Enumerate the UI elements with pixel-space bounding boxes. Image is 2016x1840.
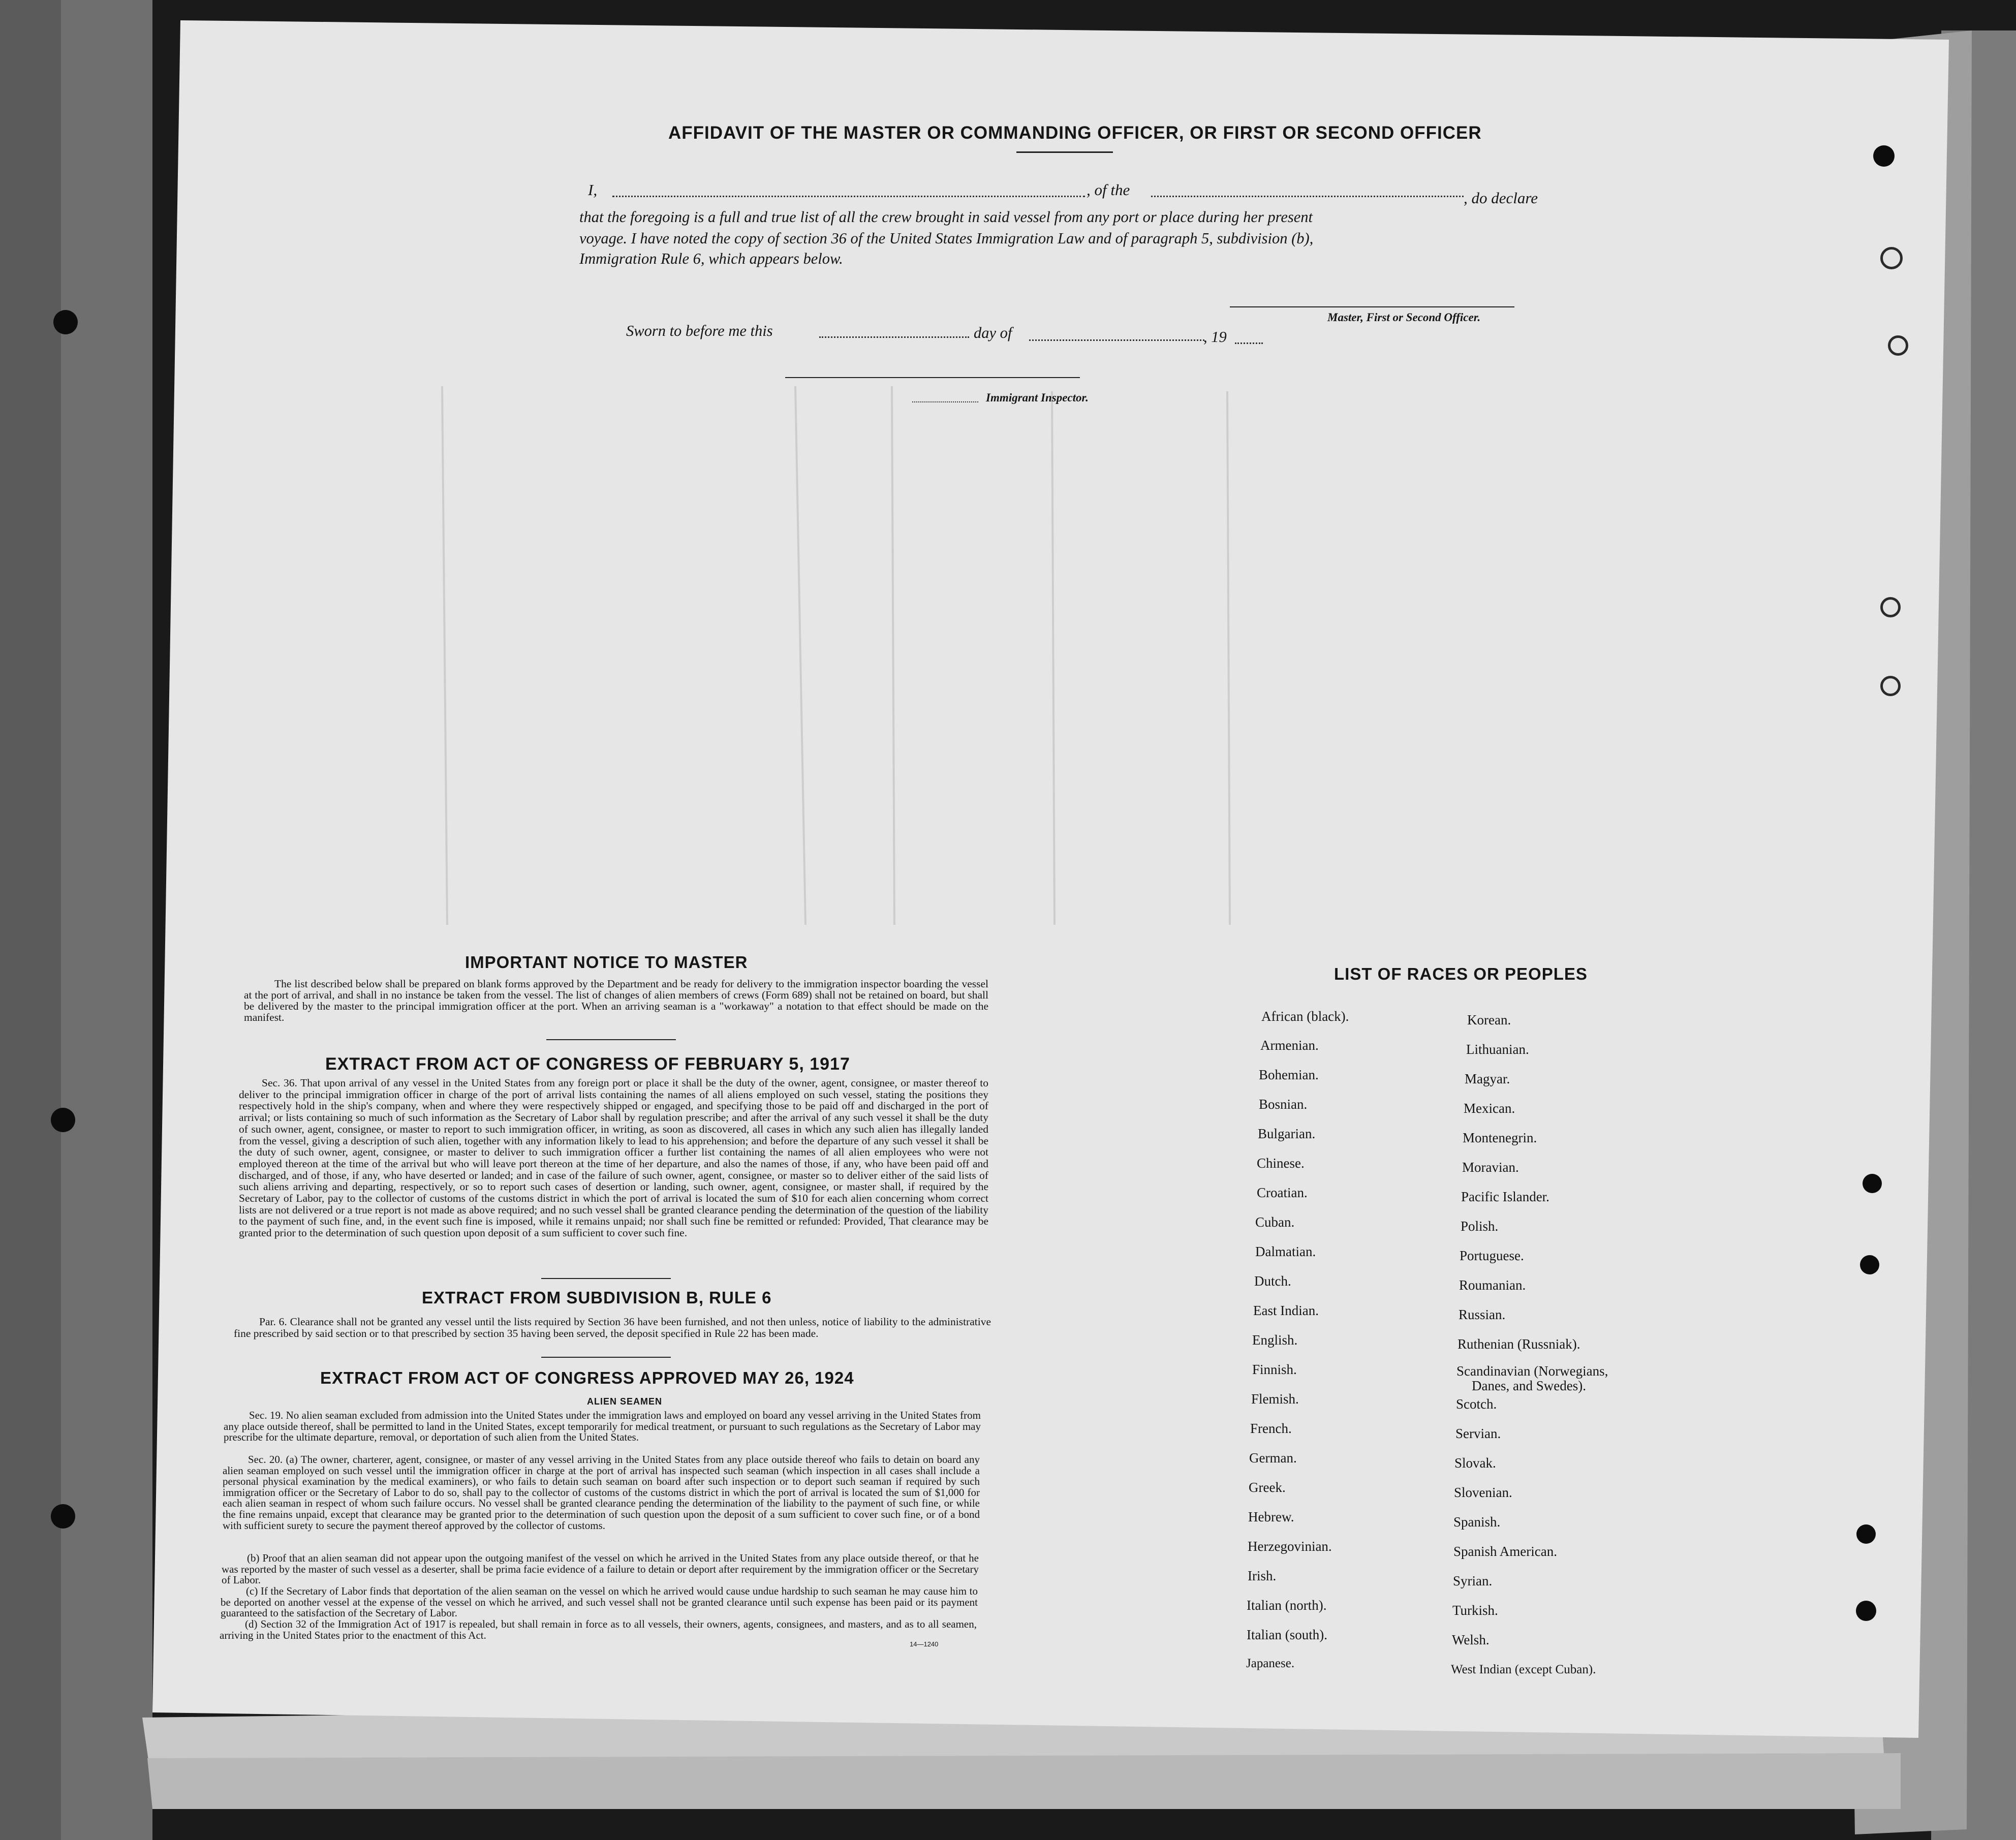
extract-1924-sec20d: (d) Section 32 of the Immigration Act of 1917 is repealed, but shall remain in force as to all vessels, their owners, agents, consignees, and masters, and as to all seamen, arriving in the United States prior to the enactment of this Act. (220, 1618, 977, 1641)
race-item: Cuban. (1255, 1214, 1295, 1230)
sworn-year-field[interactable] (1235, 342, 1263, 344)
affidavit-line-4: Immigration Rule 6, which appears below. (579, 250, 843, 267)
affidavit-i-label: I, (588, 181, 598, 199)
race-item: Italian (north). (1247, 1598, 1327, 1613)
race-item: Slovenian. (1454, 1485, 1512, 1500)
race-item: Finnish. (1252, 1362, 1297, 1377)
affidavit-title-rule (1016, 151, 1113, 153)
race-item: Italian (south). (1247, 1627, 1327, 1642)
race-item: Bosnian. (1259, 1097, 1308, 1112)
affidavit-line-3: voyage. I have noted the copy of section 36 of the United States Immigration Law and of paragraph 5, subdivision (b), (579, 230, 1314, 247)
race-item: Moravian. (1462, 1160, 1519, 1175)
race-item: French. (1250, 1421, 1292, 1436)
affidavit-do-declare: , do declare (1464, 189, 1538, 207)
race-item: Herzegovinian. (1248, 1539, 1332, 1554)
inspector-caption: Immigrant Inspector. (986, 391, 1089, 404)
race-item: Montenegrin. (1463, 1130, 1537, 1145)
race-item: Portuguese. (1460, 1248, 1524, 1263)
extract-1917-body: Sec. 36. That upon arrival of any vessel in the United States from any foreign port or place it shall be the duty of the owner, agent, consignee, or master thereof to deliver to the principal immigration officer in charge of the port of arrival lists containing the names of all aliens employed on such vessel, stating the positions they respectively hold in the ship's company, when and where they were respectively shipped or engaged, and specifying those to be paid off and discharged in the port of arrival; or lists containing so much of such information as the Secretary of Labor shall by regulation prescribe; and after the arrival of any such vessel it shall be the duty of such owner, agent, consignee, or master to report to such immigration officer, in writing, as soon as discovered, all cases in which any such alien has illegally landed from the vessel, giving a description of such alien, together with any information likely to lead to his apprehension; and before the departure of any such vessel it shall be the duty of such owner, agent, consignee, or master to deliver to such immigration officer a further list containing the names of all alien employees who were not employed thereon at the time of the arrival but who will leave port thereon at the time of her departure, and also the names of those, if any, who have been paid off and discharged, and of those, if any, who have deserted or landed; and in case of the failure of such owner, agent, consignee, or master so to deliver either of the said lists of such aliens arriving and departing, respectively, or so to report such cases of desertion or landing, such owner, agent, consignee, or master shall, if required by the Secretary of Labor, pay to the collector of customs of the customs district in which the port of arrival is located the sum of $10 for each alien concerning whom correct lists are not delivered or a true report is not made as above required; and no such vessel shall be granted clearance pending the determination of the question of the liability to the payment of such fine, and, in the event such fine is imposed, while it remains unpaid; nor shall such fine be remitted or refunded: Provided, That clearance may be granted prior to the determination of such question upon deposit of a sum sufficient to cover such fine. (239, 1077, 988, 1239)
race-item: English. (1252, 1332, 1298, 1348)
notice-body: The list described below shall be prepared on blank forms approved by the Department and be ready for delivery to the immigration inspector boarding the vessel at the port of arrival, and shall in no instance be taken from the vessel. The list of changes of alien members of crews (Form 689) shall not be retained on board, but shall be delivered by the master to the principal immigration officer at the port. When an arriving seaman is a "workaway" a notation to that effect should be made on the manifest. (244, 978, 988, 1023)
race-item: West Indian (except Cuban). (1451, 1663, 1596, 1676)
race-item: Scandinavian (Norwegians, (1456, 1363, 1608, 1379)
punch-hole-5 (1880, 676, 1901, 696)
extract-1924-sec20a: Sec. 20. (a) The owner, charterer, agent, consignee, or master of any vessel arriving in the United States from any place outside thereof who fails to detain on board any alien seaman employed on such vessel until the immigration officer in charge at the port of arrival has inspected such seaman (which inspection in all cases shall include a personal physical examination by the medical examiners), or who fails to detain such seaman on board after such inspection or to deport such seaman if required by such immigration officer or the Secretary of Labor to do so, shall pay to the collector of customs of the customs district in which the port of arrival is located the sum of $1,000 for each alien seaman in respect of whom such failure occurs. No vessel shall be granted clearance pending the determination of the liability to the payment of such fine, or while the fine remains unpaid, except that clearance may be granted prior to the determination of such question upon the deposit of a sum sufficient to cover such fine, or of a bond with sufficient surety to secure the payment thereof approved by the collector of customs. (223, 1453, 980, 1532)
notice-rule (546, 1039, 676, 1040)
master-signature-caption: Master, First or Second Officer. (1327, 311, 1481, 324)
punch-hole-left-1 (53, 310, 78, 334)
extract-1917-rule (541, 1278, 671, 1279)
master-signature-line[interactable] (1230, 306, 1514, 307)
sworn-day-of: day of (974, 324, 1012, 341)
punch-hole-4 (1880, 597, 1901, 617)
extract-1924-subtitle: ALIEN SEAMEN (587, 1396, 663, 1407)
extract-1924-sec20c: (c) If the Secretary of Labor finds that deportation of the alien seaman on the vessel on which he arrived would cause undue hardship to such seaman he may cause him to be deported on another vessel at the expense of the vessel on which he arrived, and such vessel shall not be granted clearance until such expense has been paid or its payment guaranteed to the satisfaction of the Secretary of Labor. (221, 1585, 978, 1619)
punch-hole-1 (1873, 145, 1895, 167)
race-item: Chinese. (1257, 1156, 1305, 1171)
race-item: Hebrew. (1248, 1509, 1294, 1524)
punch-hole-8 (1856, 1524, 1876, 1544)
race-item: Lithuanian. (1466, 1042, 1529, 1057)
race-item: Pacific Islander. (1461, 1189, 1549, 1204)
race-item: Syrian. (1453, 1573, 1493, 1588)
race-item: Dutch. (1254, 1273, 1291, 1289)
race-item: Armenian. (1260, 1038, 1319, 1053)
race-item: Slovak. (1454, 1455, 1496, 1471)
race-item: Magyar. (1465, 1071, 1510, 1086)
sworn-prefix: Sworn to before me this (626, 322, 773, 339)
sworn-month-field[interactable] (1029, 339, 1204, 341)
race-item: Russian. (1459, 1307, 1506, 1322)
races-title: LIST OF RACES OR PEOPLES (1334, 964, 1588, 983)
punch-hole-7 (1860, 1255, 1879, 1274)
inspector-dotted (912, 401, 978, 402)
punch-hole-9 (1856, 1601, 1876, 1621)
sworn-year-prefix: , 19 (1203, 328, 1227, 346)
race-item: Spanish. (1453, 1514, 1501, 1530)
race-item: Roumanian. (1459, 1277, 1526, 1293)
punch-hole-6 (1863, 1174, 1882, 1193)
inspector-signature-line[interactable] (785, 377, 1080, 378)
race-item: Irish. (1248, 1568, 1277, 1583)
extract-1924-title: EXTRACT FROM ACT OF CONGRESS APPROVED MAY 26, 1924 (320, 1368, 854, 1387)
race-item: Dalmatian. (1255, 1244, 1316, 1259)
race-item: Bulgarian. (1258, 1126, 1316, 1141)
affidavit-line-2: that the foregoing is a full and true list of all the crew brought in said vessel from any port or place during her present (579, 208, 1313, 226)
sworn-day-field[interactable] (819, 336, 969, 338)
race-item: Welsh. (1452, 1632, 1490, 1647)
subdivision-title: EXTRACT FROM SUBDIVISION B, RULE 6 (422, 1288, 772, 1307)
punch-hole-2 (1880, 247, 1903, 269)
race-item: Turkish. (1452, 1603, 1498, 1618)
race-item: Flemish. (1251, 1391, 1299, 1407)
punch-hole-3 (1888, 335, 1908, 356)
race-item: Danes, and Swedes). (1472, 1378, 1586, 1393)
subdivision-rule (541, 1357, 671, 1358)
punch-hole-left-3 (51, 1504, 75, 1529)
race-item: Mexican. (1464, 1101, 1515, 1116)
vessel-field[interactable] (1151, 196, 1464, 197)
name-field[interactable] (612, 196, 1085, 197)
extract-1924-sec20b: (b) Proof that an alien seaman did not appear upon the outgoing manifest of the vessel on which he arrived in the United States from any place outside thereof, or that he was reported by the master of such vessel as a deserter, shall be prima facie evidence of a failure to detain or deport after requirement by the immigration officer or the Secretary of Labor. (222, 1552, 979, 1586)
form-number: 14—1240 (910, 1640, 939, 1648)
race-item: Spanish American. (1453, 1544, 1557, 1559)
race-item: African (black). (1261, 1009, 1349, 1024)
race-item: Ruthenian (Russniak). (1457, 1336, 1580, 1352)
race-item: Croatian. (1257, 1185, 1308, 1200)
extract-1917-title: EXTRACT FROM ACT OF CONGRESS OF FEBRUARY 5, 1917 (325, 1054, 850, 1074)
race-item: Scotch. (1456, 1396, 1497, 1412)
race-item: Servian. (1455, 1426, 1501, 1441)
extract-1924-sec19: Sec. 19. No alien seaman excluded from admission into the United States under the immigration laws and employed on board any vessel arriving in the United States from any place outside thereof, shall be permitted to land in the United States, except temporarily for medical treatment, or pursuant to such regulations as the Secretary of Labor may prescribe for the ultimate departure, removal, or deportation of such alien from the United States. (224, 1409, 981, 1444)
race-item: Bohemian. (1259, 1067, 1319, 1082)
subdivision-body: Par. 6. Clearance shall not be granted any vessel until the lists required by Section 36 have been furnished, and not then unless, notice of liability to the administrative fine prescribed by said section or to that prescribed by section 35 having been served, the deposit specified in Rule 22 has been made. (234, 1316, 991, 1339)
race-item: Korean. (1467, 1012, 1511, 1027)
punch-hole-left-2 (51, 1108, 75, 1132)
race-item: German. (1249, 1450, 1297, 1465)
race-item: Polish. (1461, 1219, 1499, 1234)
race-item: Greek. (1249, 1480, 1286, 1495)
notice-title: IMPORTANT NOTICE TO MASTER (465, 953, 748, 972)
affidavit-of-the: , of the (1087, 181, 1130, 199)
race-item: East Indian. (1253, 1303, 1319, 1318)
affidavit-title: AFFIDAVIT OF THE MASTER OR COMMANDING OFFICER, OR FIRST OR SECOND OFFICER (668, 123, 1482, 143)
race-item: Japanese. (1246, 1657, 1295, 1670)
